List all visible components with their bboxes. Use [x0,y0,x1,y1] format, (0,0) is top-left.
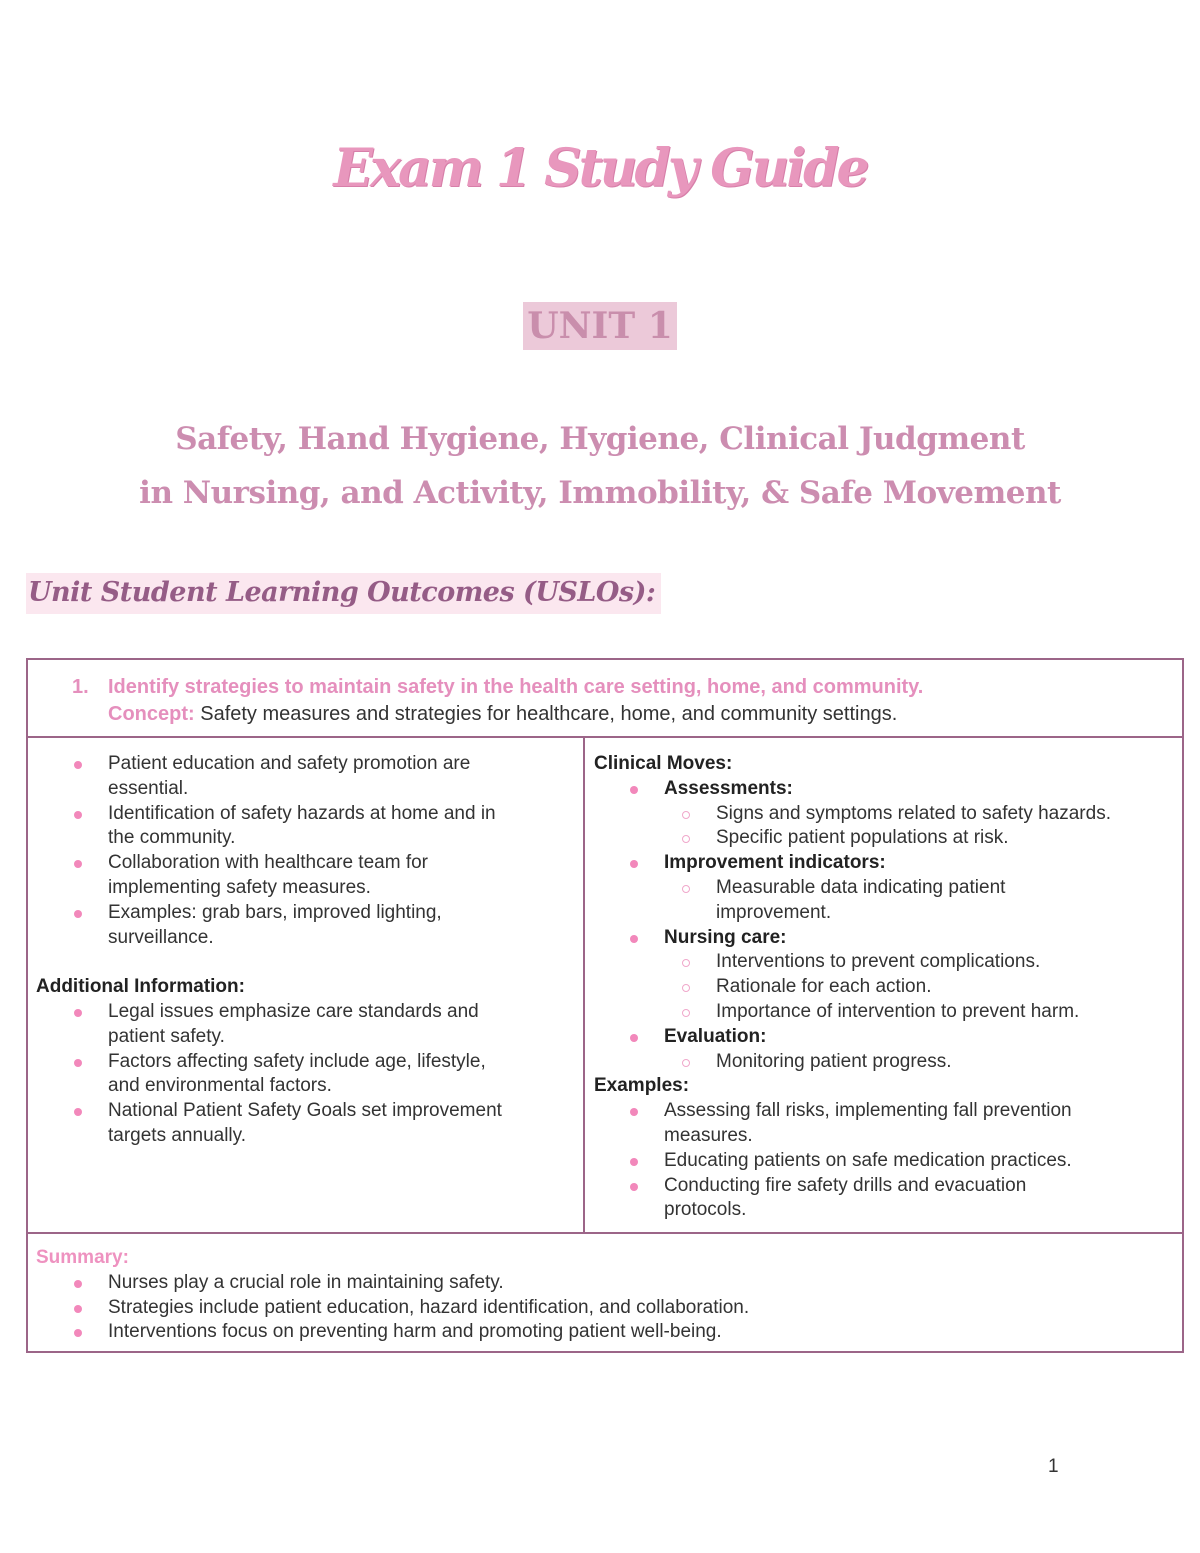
clinical-move-label: Improvement indicators: [664,852,886,874]
additional-info-item-line: Legal issues emphasize care standards and [108,1000,479,1022]
additional-info-item-line: and environmental factors. [108,1075,332,1097]
example-item-line: Educating patients on safe medication practices. [664,1149,1072,1171]
clinical-move-section [594,851,1179,876]
clinical-move-subitem [594,1000,1179,1025]
clinical-move-subitem-line: Signs and symptoms related to safety hazards. [716,802,1111,824]
summary-divider [28,1232,1182,1234]
key-point-item-line: Patient education and safety promotion are [108,753,471,774]
key-point-item-line: essential. [108,777,189,799]
objective-row [28,660,1182,738]
objective-statement [72,676,923,699]
additional-info-item-line: Factors affecting safety include age, lifestyle, [108,1050,486,1072]
key-point-item-line: implementing safety measures. [108,876,371,898]
concept-line [108,703,897,726]
clinical-move-subitem-line: Specific patient populations at risk. [716,827,1009,849]
clinical-move-subitem-line: Interventions to prevent complications. [716,951,1041,973]
clinical-moves-heading: Clinical Moves: [594,753,733,774]
clinical-move-subitem-line: Measurable data indicating patient [716,876,1006,898]
clinical-moves-list [594,777,1179,1075]
concept-text: Safety measures and strategies for healthcare, home, and community settings. [194,703,898,725]
key-point-item-line: surveillance. [108,926,214,948]
summary-list [36,1271,1176,1345]
example-item [594,1174,1179,1224]
key-point-item-line: Identification of safety hazards at home and in [108,802,496,824]
concept-label: Concept: [108,703,195,725]
additional-info-item [36,1099,576,1149]
key-point-item-line: Collaboration with healthcare team for [108,852,429,874]
summary-item: Interventions focus on preventing harm and promoting patient well-being. [36,1320,1176,1345]
summary-section [36,1246,1176,1345]
clinical-move-label: Nursing care: [664,926,787,948]
subtitle-line-1: Safety, Hand Hygiene, Hygiene, Clinical Judgment [175,421,1025,457]
key-point-item-line: Examples: grab bars, improved lighting, [108,901,442,923]
example-item-line: Assessing fall risks, implementing fall prevention [664,1100,1072,1122]
summary-label: Summary: [36,1247,129,1268]
key-point-item [36,851,576,901]
additional-info-list [36,1000,576,1149]
outcome-table [26,658,1184,1353]
key-point-item [36,901,576,951]
examples-heading: Examples: [594,1075,690,1097]
objective-number: 1. [72,676,89,698]
example-item [594,1099,1179,1149]
additional-info-heading: Additional Information: [36,976,245,998]
document-title: Exam 1 Study Guide [333,138,867,199]
clinical-move-subitem-line: Monitoring patient progress. [716,1050,952,1072]
clinical-move-section [594,777,1179,802]
example-item-line: Conducting fire safety drills and evacuation [664,1174,1027,1196]
unit-badge: UNIT 1 [523,302,677,350]
key-point-item [36,802,576,852]
left-column [36,752,576,1149]
clinical-move-subitem-line: Rationale for each action. [716,976,932,998]
summary-item: Nurses play a crucial role in maintaining safety. [36,1271,1176,1296]
key-point-item [36,752,576,802]
clinical-move-subitem [594,975,1179,1000]
additional-info-item [36,1050,576,1100]
clinical-move-label: Assessments: [664,777,793,799]
example-item-line: measures. [664,1124,753,1146]
additional-info-item-line: National Patient Safety Goals set improvement [108,1100,502,1122]
clinical-move-subitem [594,1050,1179,1075]
clinical-move-subitem [594,826,1179,851]
clinical-move-section [594,1025,1179,1050]
key-points-list [36,752,576,950]
page-number: 1 [1048,1456,1059,1477]
objective-text: Identify strategies to maintain safety in the health care setting, home, and community. [108,676,924,698]
clinical-move-subitem [594,950,1179,975]
column-divider [583,738,585,1232]
examples-list [594,1099,1179,1223]
unit-subtitle [0,412,1200,520]
right-column [594,752,1179,1223]
uslo-heading: Unit Student Learning Outcomes (USLOs): [26,573,661,614]
clinical-move-label: Evaluation: [664,1025,767,1047]
subtitle-line-2: in Nursing, and Activity, Immobility, & Safe Movement [139,475,1061,511]
clinical-move-subitem [594,876,1179,926]
clinical-move-subitem-line: Importance of intervention to prevent harm. [716,1000,1080,1022]
key-point-item-line: the community. [108,827,236,849]
example-item [594,1149,1179,1174]
example-item-line: protocols. [664,1199,747,1221]
clinical-move-subitem-line: improvement. [716,901,832,923]
clinical-move-subitem [594,802,1179,827]
additional-info-item-line: targets annually. [108,1124,247,1146]
additional-info-item-line: patient safety. [108,1025,225,1047]
summary-item: Strategies include patient education, hazard identification, and collaboration. [36,1296,1176,1321]
unit-heading-wrap [0,302,1200,350]
additional-info-item [36,1000,576,1050]
clinical-move-section [594,926,1179,951]
